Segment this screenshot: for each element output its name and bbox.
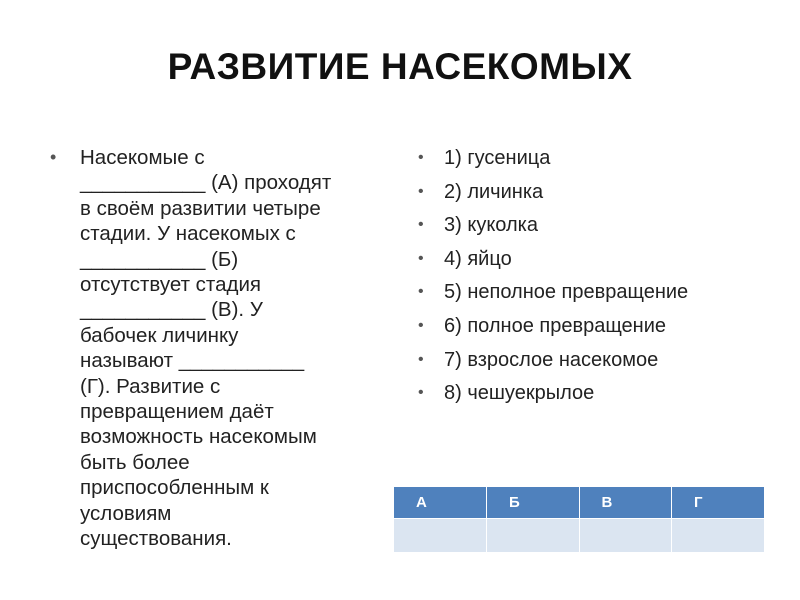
bullet-icon: •: [418, 149, 424, 166]
task-text-block: [50, 145, 395, 552]
answer-header-b: Б: [487, 487, 580, 519]
task-paragraph: [80, 145, 395, 552]
answer-table-header-row: [394, 487, 764, 519]
answer-cell-b[interactable]: [487, 519, 580, 553]
bullet-icon: •: [418, 384, 424, 402]
answer-header-v: В: [579, 487, 672, 519]
task-line: условиям: [80, 501, 172, 525]
answer-cell-v[interactable]: [579, 519, 672, 553]
bullet-icon: •: [418, 283, 424, 301]
task-line: (Г). Развитие с: [80, 374, 221, 398]
option-item: [418, 280, 763, 304]
option-item: [418, 247, 763, 271]
task-line: возможность насекомым: [80, 425, 317, 449]
option-label: 4) яйцо: [444, 247, 512, 270]
option-label: 7) взрослое насекомое: [444, 348, 659, 371]
answer-header-a: А: [394, 487, 487, 519]
option-item: [418, 348, 763, 372]
answer-table: [394, 487, 764, 552]
option-item: [418, 314, 763, 338]
answer-header-g: Г: [672, 487, 765, 519]
option-item: [418, 213, 763, 237]
bullet-icon: •: [418, 216, 424, 234]
bullet-icon: •: [418, 249, 424, 267]
bullet-icon: •: [418, 316, 424, 334]
task-line: ___________ (Б): [80, 247, 239, 271]
task-line: ___________ (А) проходят: [80, 171, 332, 195]
answer-cell-g[interactable]: [672, 519, 765, 553]
options-list: [418, 146, 763, 415]
option-label: 3) куколка: [444, 214, 538, 237]
page-title: РАЗВИТИЕ НАСЕКОМЫХ: [167, 46, 633, 87]
answer-table-row: [394, 519, 764, 553]
option-label: 5) неполное превращение: [444, 281, 689, 304]
task-line: стадии. У насекомых с: [80, 222, 296, 246]
task-line: быть более: [80, 450, 190, 474]
option-item: [418, 146, 763, 170]
task-line: ___________ (В). У: [80, 298, 263, 322]
option-label: 8) чешуекрылое: [444, 382, 595, 405]
bullet-icon: •: [418, 350, 424, 368]
option-label: 2) личинка: [444, 180, 544, 203]
option-item: [418, 180, 763, 204]
task-line: превращением даёт: [80, 400, 274, 424]
bullet-icon: •: [418, 182, 424, 200]
task-line: бабочек личинку: [80, 323, 239, 347]
task-line: существования.: [80, 527, 232, 551]
option-label: 1) гусеница: [444, 147, 551, 169]
task-line: в своём развитии четыре: [80, 196, 321, 220]
task-line: называют ___________: [80, 349, 305, 373]
bullet-icon: •: [50, 147, 57, 167]
task-line: приспособленным к: [80, 476, 269, 500]
option-label: 6) полное превращение: [444, 314, 667, 337]
answer-cell-a[interactable]: [394, 519, 487, 553]
option-item: [418, 381, 763, 405]
task-line: Насекомые с: [80, 146, 205, 169]
task-line: отсутствует стадия: [80, 273, 261, 297]
